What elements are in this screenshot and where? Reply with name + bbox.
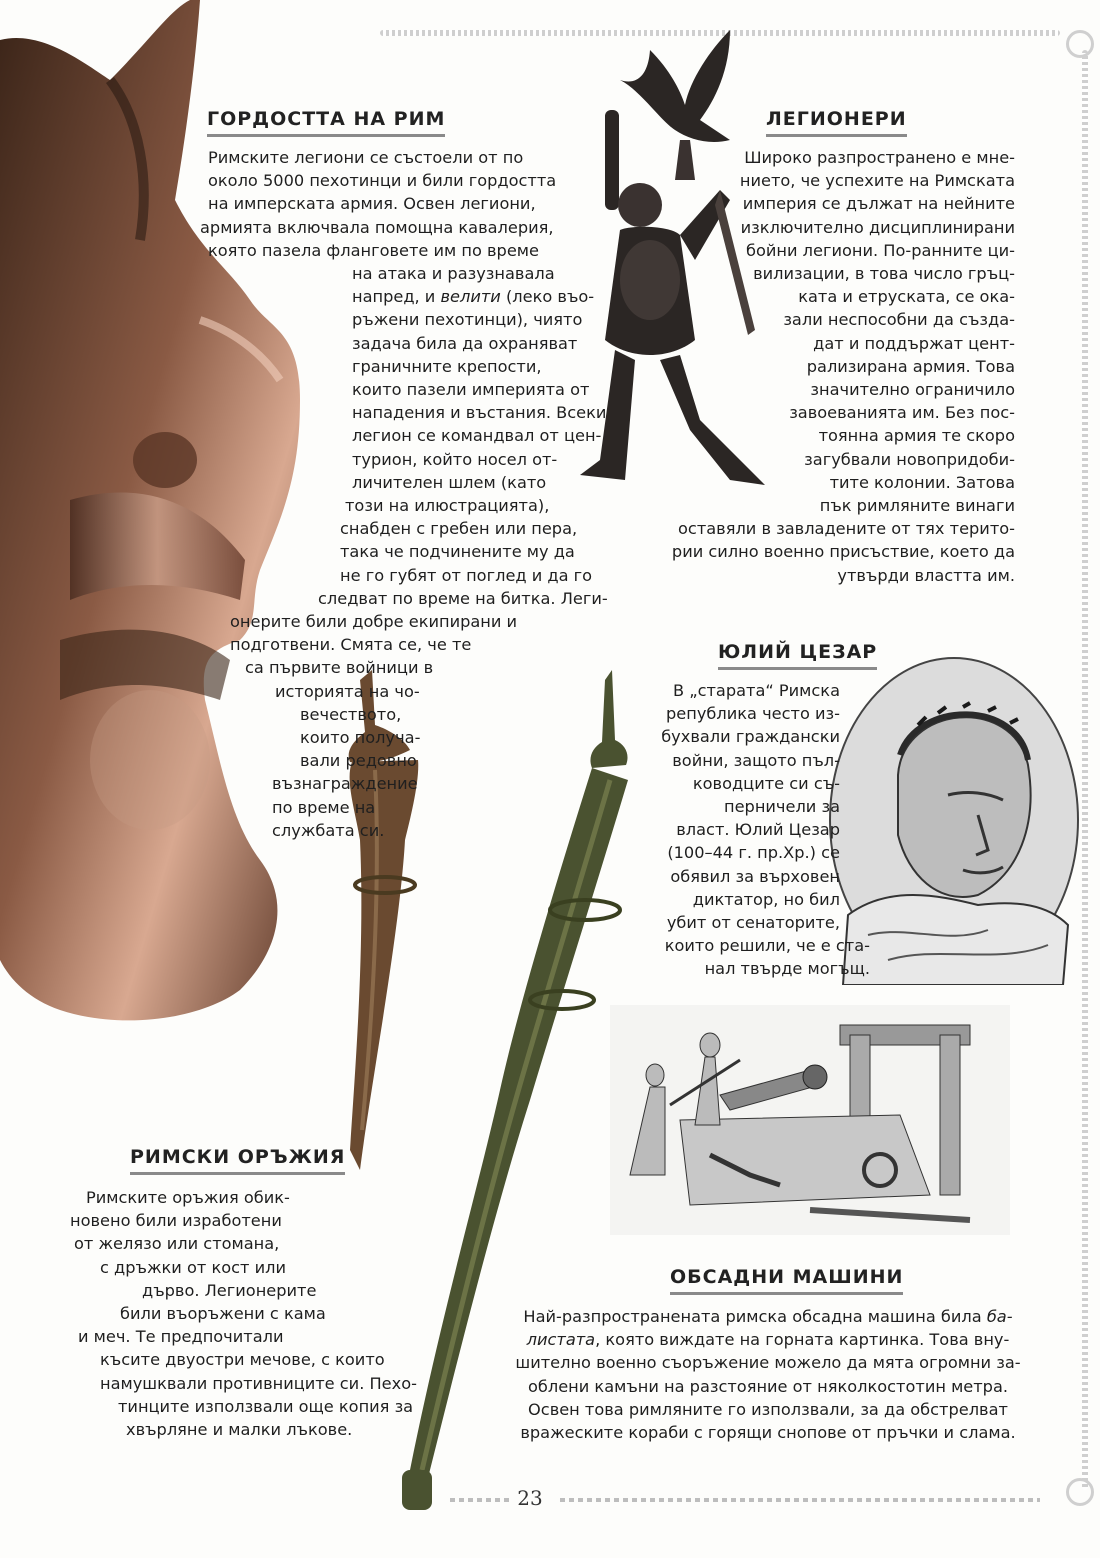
legionaries-line-3: империя се дължат на нейните [742,194,1015,214]
weapons-line-7: и меч. Те предпочитали [78,1327,284,1347]
weapons-line-3: от желязо или стомана, [74,1234,280,1254]
caesar-line-3: бухвали граждански [661,727,840,747]
pride-line-27: вали редовно [300,751,417,771]
caesar-line-13: нал твърде могъщ. [704,959,870,979]
pride-line-19: не го губят от поглед и да го [340,565,593,585]
ballista-term-part2: листата [526,1330,596,1350]
weapons-text [60,1186,420,1441]
weapons-line-4: с дръжки от кост или [100,1257,286,1277]
siege-text [498,1305,1038,1444]
ballista-term-part1: ба- [986,1307,1013,1326]
legionaries-line-18: рии силно военно присъствие, което да [671,542,1015,562]
legionaries-line-7: ката и етруската, се ока- [798,287,1015,307]
pride-text [200,146,608,842]
weapons-line-10: тинците използвали още копия за [118,1396,414,1416]
pride-line-21: онерите били добре екипирани и [230,612,518,632]
siege-heading: ОБСАДНИ МАШИНИ [670,1266,903,1295]
weapons-line-1: Римските оръжия обик- [86,1188,290,1207]
pride-heading: ГОРДОСТТА НА РИМ [207,108,445,137]
legionaries-line-6: вилизации, в това число гръц- [753,264,1015,284]
weapons-heading: РИМСКИ ОРЪЖИЯ [130,1146,345,1175]
legionaries-text [630,146,1015,587]
velites-term: велити [440,287,501,307]
weapons-line-9: намушквали противниците си. Пехо- [100,1373,417,1393]
caesar-line-7: власт. Юлий Цезар [676,820,840,840]
legionaries-heading: ЛЕГИОНЕРИ [766,108,907,137]
pride-line-13: легион се командвал от цен- [352,426,602,446]
pride-line-9: задача била да охраняват [352,333,578,353]
pride-line-30: службата си. [272,820,385,840]
pride-line-25: вечеството, [300,704,402,724]
legionaries-line-16: пък римляните винаги [819,496,1015,516]
pride-line-29: по време на [272,797,376,817]
pride-line-12: нападения и въстания. Всеки [352,403,607,423]
caesar-line-1: В „старата“ Римска [672,681,840,700]
legionaries-line-5: бойни легиони. По-ранните ци- [746,240,1015,260]
pride-line-10: граничните крепости, [352,356,542,376]
legionaries-line-14: загубвали новопридоби- [804,449,1015,469]
caesar-line-4: войни, защото пъл- [672,750,840,770]
pride-line-11: които пазели империята от [352,380,590,400]
pride-line-14: турион, който носел от- [352,449,558,469]
weapons-line-6: били въоръжени с кама [120,1304,326,1324]
rope-knot-top [1066,30,1094,58]
caesar-line-2: република често из- [666,704,840,724]
caesar-line-5: ководците си съ- [692,773,840,793]
legionaries-line-1: Широко разпространено е мне- [744,148,1015,167]
legionaries-line-11: значително ограничило [810,380,1015,400]
pride-line-1: Римските легиони се състоели от по [208,148,524,167]
caesar-line-8: (100–44 г. пр.Хр.) се [667,843,840,863]
siege-line-6: вражеските кораби с горящи снопове от пръчки и слама. [520,1423,1016,1443]
legionaries-line-15: тите колонии. Затова [829,472,1015,492]
pride-line-24: историята на чо- [275,681,420,701]
pride-line-2: около 5000 пехотинци и били гордостта [208,171,557,191]
pride-line-4: армията включвала помощна кавалерия, [200,217,554,237]
pride-line-26: които получа- [300,728,421,748]
rope-border-right [1082,50,1088,1490]
legionaries-line-10: рализирана армия. Това [806,356,1015,376]
pride-line-7: напред, и велити (леко въо- [352,287,595,307]
siege-line-3: шително военно съоръжение можело да мята огромни за- [515,1353,1021,1373]
pride-line-15: личителен шлем (като [352,472,547,492]
siege-line-2: листата, която виждате на горната картинка. Това вну- [526,1330,1010,1350]
pride-line-3: на имперската армия. Освен легиони, [208,194,536,214]
caesar-heading: ЮЛИЙ ЦЕЗАР [718,641,877,670]
legionaries-line-17: оставяли в завладените от тях терито- [678,519,1015,539]
weapons-line-8: късите двуостри мечове, с които [100,1350,385,1370]
siege-line-1: Най-разпространената римска обсадна машина била ба- [523,1307,1013,1326]
legionaries-line-13: тоянна армия те скоро [818,426,1015,446]
weapons-line-5: дърво. Легионерите [142,1280,317,1300]
pride-line-18: така че подчинените му да [340,542,575,562]
legionaries-line-19: утвърди властта им. [837,565,1015,585]
page-number: 23 [517,1486,543,1510]
caesar-line-6: перничели за [724,797,840,817]
pride-line-17: снабден с гребен или пера, [340,519,578,539]
caesar-line-11: убит от сенаторите, [666,913,840,933]
pride-line-6: на атака и разузнавала [352,264,555,284]
pride-line-8: ръжени пехотинци), чиято [352,310,583,330]
legionaries-line-8: зали неспособни да създа- [783,310,1015,330]
legionaries-line-4: изключително дисциплинирани [740,217,1015,237]
legionaries-line-2: нието, че успехите на Римската [739,171,1015,191]
legionaries-line-9: дат и поддържат цент- [813,333,1015,353]
legionaries-line-12: завоеванията им. Без пос- [789,403,1015,423]
caesar-text [600,679,870,981]
caesar-line-9: обявил за върховен [670,866,840,886]
weapons-line-2: новено били изработени [70,1211,282,1231]
pride-line-16: този на илюстрацията), [345,496,550,516]
siege-line-4: облени камъни на разстояние от няколкостотин метра. [527,1376,1009,1396]
rope-knot-bottom [1066,1478,1094,1506]
pride-line-28: възнаграждение [272,774,418,794]
pride-line-22: подготвени. Смята се, че те [230,635,472,655]
pride-line-5: която пазела фланговете им по време [208,240,539,260]
ballista-engraving-image [610,1005,1010,1235]
siege-line-5: Освен това римляните го използвали, за да обстрелват [528,1399,1008,1419]
weapons-line-11: хвърляне и малки лъкове. [126,1420,353,1440]
pride-line-20: следват по време на битка. Леги- [318,588,608,608]
pride-line-23: са първите войници в [245,658,434,678]
caesar-line-10: диктатор, но бил [692,889,840,909]
caesar-line-12: които решили, че е ста- [664,936,870,956]
